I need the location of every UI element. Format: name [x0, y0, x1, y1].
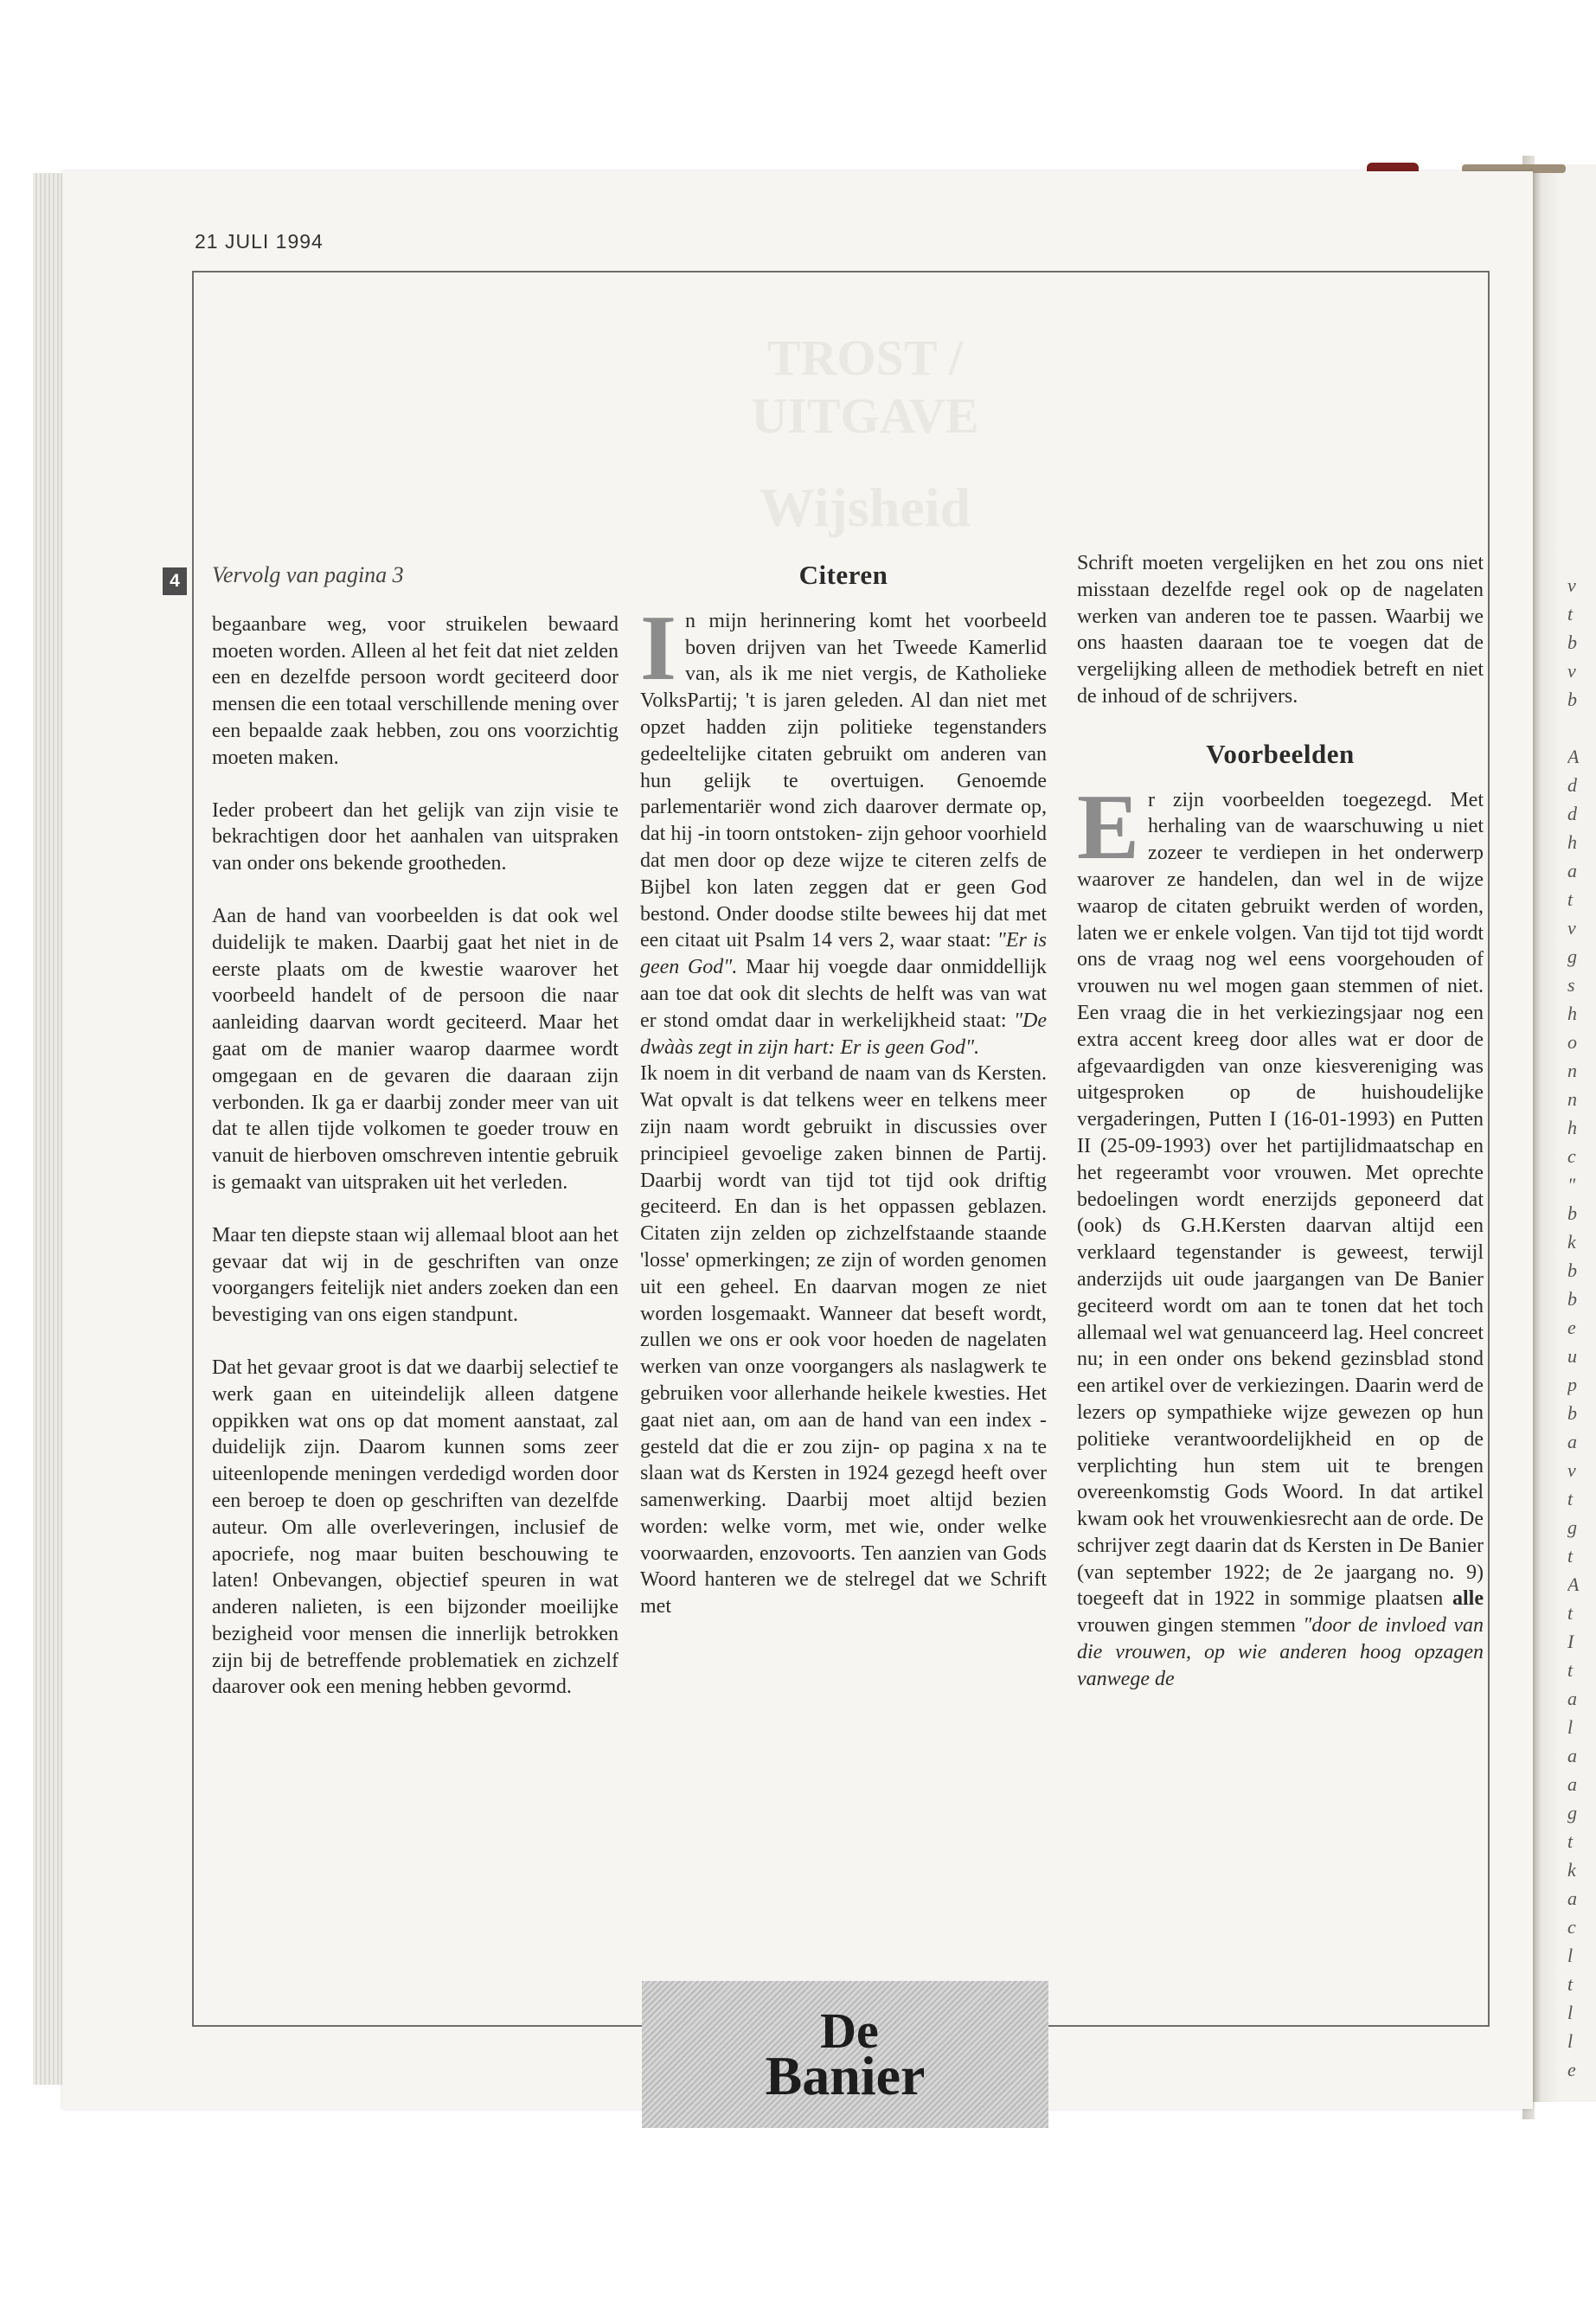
next-page-letter: v [1567, 660, 1576, 682]
next-page-letter: b [1567, 1202, 1577, 1224]
drop-cap: E [1077, 775, 1140, 879]
next-page-letter: I [1567, 1631, 1574, 1652]
logo-line-2: Banier [765, 2045, 926, 2106]
continued-from-label: Vervolg van pagina 3 [212, 562, 404, 587]
page-stack-edge [33, 173, 62, 2085]
show-through-masthead: TROST / UITGAVE [751, 330, 979, 444]
next-page-letter: d [1567, 774, 1577, 796]
next-page-letter: g [1567, 1802, 1577, 1823]
next-page-letter: k [1567, 1231, 1576, 1253]
next-page-letter: e [1567, 1317, 1576, 1338]
next-page-letter: h [1567, 1003, 1577, 1024]
next-page-letter: b [1567, 631, 1577, 653]
next-page-letter: a [1567, 1745, 1577, 1766]
next-page-letter: p [1567, 1374, 1577, 1395]
paragraph: Schrift moeten vergelijken en het zou ons niet misstaan dezelfde regel ook op de nagelaten werken van anderen toe te passen. Waarbij we ons haasten daaraan toe te voegen dat de vergelijking alleen de methodiek betreft en niet de inhoud of de schrijvers. [1077, 552, 1484, 708]
next-page-letter: l [1567, 1945, 1574, 1966]
column-3 [1077, 550, 1484, 1693]
next-page-letter: u [1567, 1345, 1577, 1367]
next-page-letter: n [1567, 1060, 1577, 1081]
next-page-letter: l [1567, 2030, 1574, 2052]
next-page-letter: b [1567, 1402, 1577, 1424]
show-through-heading: Wijsheid [759, 477, 971, 538]
next-page-text-fragment [1567, 571, 1593, 2084]
next-page-letter: h [1567, 1117, 1577, 1138]
emphasis: alle [1452, 1587, 1484, 1611]
next-page-letter: t [1567, 888, 1574, 910]
paragraph: Ik noem in dit verband de naam van ds Kersten. Wat opvalt is dat telkens weer en telkens meer zijn naam wordt gebruikt in discussies over principieel gevoelige zaken binnen de Partij. Daarbij wordt van tijd tot tijd ook driftig geciteerd. En dan is het oppassen geblazen. Citaten zijn zelden op zichzelfstaande staande 'losse' opmerkingen; ze zijn of worden genomen uit een geheel. En daarvan mogen ze niet worden losgemaakt. Wanneer dat beseft wordt, zullen we ons er ook voor hoeden de nagelaten werken van onze voorgangers als naslagwerk te gebruiken voor allerhande heikele kwesties. Het gaat niet aan, om aan de hand van een index -gesteld dat die er zou zijn- op pagina x na te slaan wat ds Kersten in 1924 gezegd heeft over samenwerking. Daarbij moet altijd bezien worden: welke vorm, met wie, onder welke voorwaarden, enzovoorts. Ten aanzien van Gods Woord hanteren we de stelregel dat we Schrift met [640, 1062, 1047, 1618]
next-page-letter: g [1567, 945, 1577, 967]
next-page-letter: e [1567, 2059, 1576, 2080]
next-page-letter: b [1567, 689, 1577, 710]
section-heading-voorbeelden: Voorbeelden [1206, 738, 1355, 769]
paragraph-with-dropcap: Er zijn voorbeelden toegezegd. Met herhaling van de waarschuwing u niet zozeer te verdiepen in het onderwerp waarover ze handelen, dan wel in de wijze waarop de citaten gebruikt werden of worden, laten we er enkele volgen. Van tijd tot tijd wordt ons de vraag nog wel eens voorgehouden of vrouwen nu wel mogen gaan stemmen of niet. Een vraag die in het verkiezingsjaar nog een extra accent kreeg door alles wat er door de afgevaardigden van onze kiesvereniging was uitgesproken op de huishoudelijke vergaderingen, Putten I (16-01-1993) en Putten II (25-09-1993) over het partijlidmaatschap en het regeerambt voor vrouwen. Met oprechte bedoelingen wordt enerzijds geponeerd dat (ook) ds G.H.Kersten daarvan altijd een verklaard tegenstander is geweest, terwijl anderzijds uit oude jaargangen van De Banier geciteerd wordt om aan te tonen dat het toch allemaal wel wat genuanceerd lag. Heel concreet nu; in een onder ons bekend gezinsblad stond een artikel over de verkiezingen. Daarin werd de lezers op sympathieke wijze gewezen op hun politieke verantwoordelijkheid en op de verplichting hun stem uit te brengen overeenkomstig Gods Woord. In dat artikel kwam ook het vrouwenkiesrecht aan de orde. De schrijver zegt daarin dat ds Kersten in De Banier (van september 1922; de 2e jaargang no. 9) toegeeft dat in 1922 in sommige plaatsen alle vrouwen gingen stemmen "door de invloed van die vrouwen, op wie anderen hoog opzagen vanwege de [1077, 775, 1484, 1690]
next-page-letter: c [1567, 1916, 1576, 1938]
next-page-letter: l [1567, 1716, 1574, 1738]
next-page-letter: a [1567, 1888, 1577, 1909]
de-banier-logo [642, 1981, 1048, 2128]
column-2 [640, 562, 1047, 1620]
next-page-letter: b [1567, 1259, 1577, 1281]
next-page-letter: t [1567, 1973, 1574, 1995]
next-page-letter: t [1567, 1488, 1574, 1509]
next-page-letter: a [1567, 1431, 1577, 1452]
quote: "De dwààs zegt in zijn hart: Er is geen God". [640, 1009, 1047, 1059]
paragraph-with-dropcap: In mijn herinnering komt het voorbeeld boven drijven van het Tweede Kamerlid van, als ik me niet vergis, de Katholieke VolksPartij; 't is jaren geleden. Al dan niet met opzet hadden zijn politieke tegenstanders gedeeltelijke citaten gebruikt om anderen van hun gelijk te overtuigen. Genoemde parlementariër wond zich daarover dermate op, dat hij -in toorn ontstoken- zijn gehoor voorhield dat men door op deze wijze te citeren zelfs de Bijbel kon laten zeggen dat er geen God bestond. Onder doodse stilte bewees hij dat met een citaat uit Psalm 14 vers 2, waar staat: "Er is geen God". Maar hij voegde daar onmiddellijk aan toe dat ook dit slechts de helft was van wat er stond omdat daar in werkelijkheid staat: "De dwààs zegt in zijn hart: Er is geen God". [640, 596, 1048, 1059]
next-page-letter: h [1567, 831, 1577, 853]
next-page-letter: t [1567, 603, 1574, 625]
paragraph: begaanbare weg, voor struikelen bewaard moeten worden. Alleen al het feit dat niet zelden een en dezelfde persoon wordt geciteerd door mensen die een totaal verschillende mening over een bepaalde zaak hebben, zou ons voorzichtig moeten maken. [212, 612, 619, 769]
page-number: 4 [163, 567, 187, 595]
column-1 [212, 562, 619, 1701]
next-page-letter: t [1567, 1602, 1574, 1624]
next-page-letter: s [1567, 974, 1575, 996]
next-page-letter: t [1567, 1659, 1574, 1681]
next-page-letter: c [1567, 1145, 1576, 1167]
next-page-letter: k [1567, 1859, 1576, 1881]
next-page-letter: t [1567, 1830, 1574, 1852]
next-page-letter: d [1567, 803, 1577, 824]
next-page-letter: o [1567, 1031, 1577, 1053]
logo-line-1: De [820, 2003, 879, 2059]
issue-date: 21 JULI 1994 [195, 230, 324, 253]
next-page-letter [1567, 714, 1593, 742]
next-page-letter: a [1567, 1688, 1577, 1709]
next-page-letter: t [1567, 1545, 1574, 1567]
drop-cap: I [640, 596, 677, 700]
paragraph: Ieder probeert dan het gelijk van zijn visie te bekrachtigen door het aanhalen van uitspraken van onder ons bekende grootheden. [212, 798, 619, 875]
next-page-letter: a [1567, 860, 1577, 881]
next-page-letter: l [1567, 2002, 1574, 2023]
next-page-letter: g [1567, 1516, 1577, 1538]
next-page-letter: A [1567, 746, 1580, 767]
next-page-letter: A [1567, 1574, 1580, 1595]
next-page-letter: b [1567, 1288, 1577, 1310]
next-page-letter: a [1567, 1773, 1577, 1795]
section-heading-citeren: Citeren [798, 560, 888, 590]
quote: "Er is geen God". [640, 929, 1048, 979]
quote: "door de invloed van die vrouwen, op wie anderen hoog opzagen vanwege de [1077, 1614, 1484, 1690]
paragraph: Aan de hand van voorbeelden is dat ook wel duidelijk te maken. Daarbij gaat het niet in de eerste plaats om de kwestie waarover het voorbeeld handelt of de persoon die naar aanleiding daarvan wordt geciteerd. Maar het gaat om de manier waarop daarmee wordt omgegaan en de gevaren die daaraan zijn verbonden. Ik ga er daarbij zonder meer van uit dat te allen tijde volkomen te goeder trouw en vanuit de hierboven omschreven intentie gebruik is gemaakt van uitspraken uit het verleden. [212, 904, 619, 1194]
paragraph: Dat het gevaar groot is dat we daarbij selectief te werk gaan en uiteindelijk alleen datgene oppikken wat ons op dat moment aanstaat, zal duidelijk zijn. Daarom kunnen soms zeer uiteenlopende meningen verdedigd worden door een beroep te doen op geschriften van dezelfde auteur. Om alle overleveringen, inclusief de apocriefe, nog maar buiten beschouwing te laten! Onbevangen, objectief speuren in wat anderen nalieten, is een bijzonder moeilijke bezigheid voor mensen die innerlijk betrokken zijn bij de betreffende problematiek en zichzelf daarover ook een mening hebben gevormd. [212, 1356, 619, 1699]
next-page-letter: v [1567, 1459, 1576, 1481]
next-page-letter: n [1567, 1088, 1577, 1110]
next-page-letter: " [1567, 1174, 1576, 1195]
paragraph: Maar ten diepste staan wij allemaal bloot aan het gevaar dat wij in de geschriften van onze voorgangers feitelijk niet anders zoeken dan een bevestiging van ons eigen standpunt. [212, 1223, 619, 1327]
next-page-letter: v [1567, 917, 1576, 939]
next-page-letter: v [1567, 574, 1576, 596]
